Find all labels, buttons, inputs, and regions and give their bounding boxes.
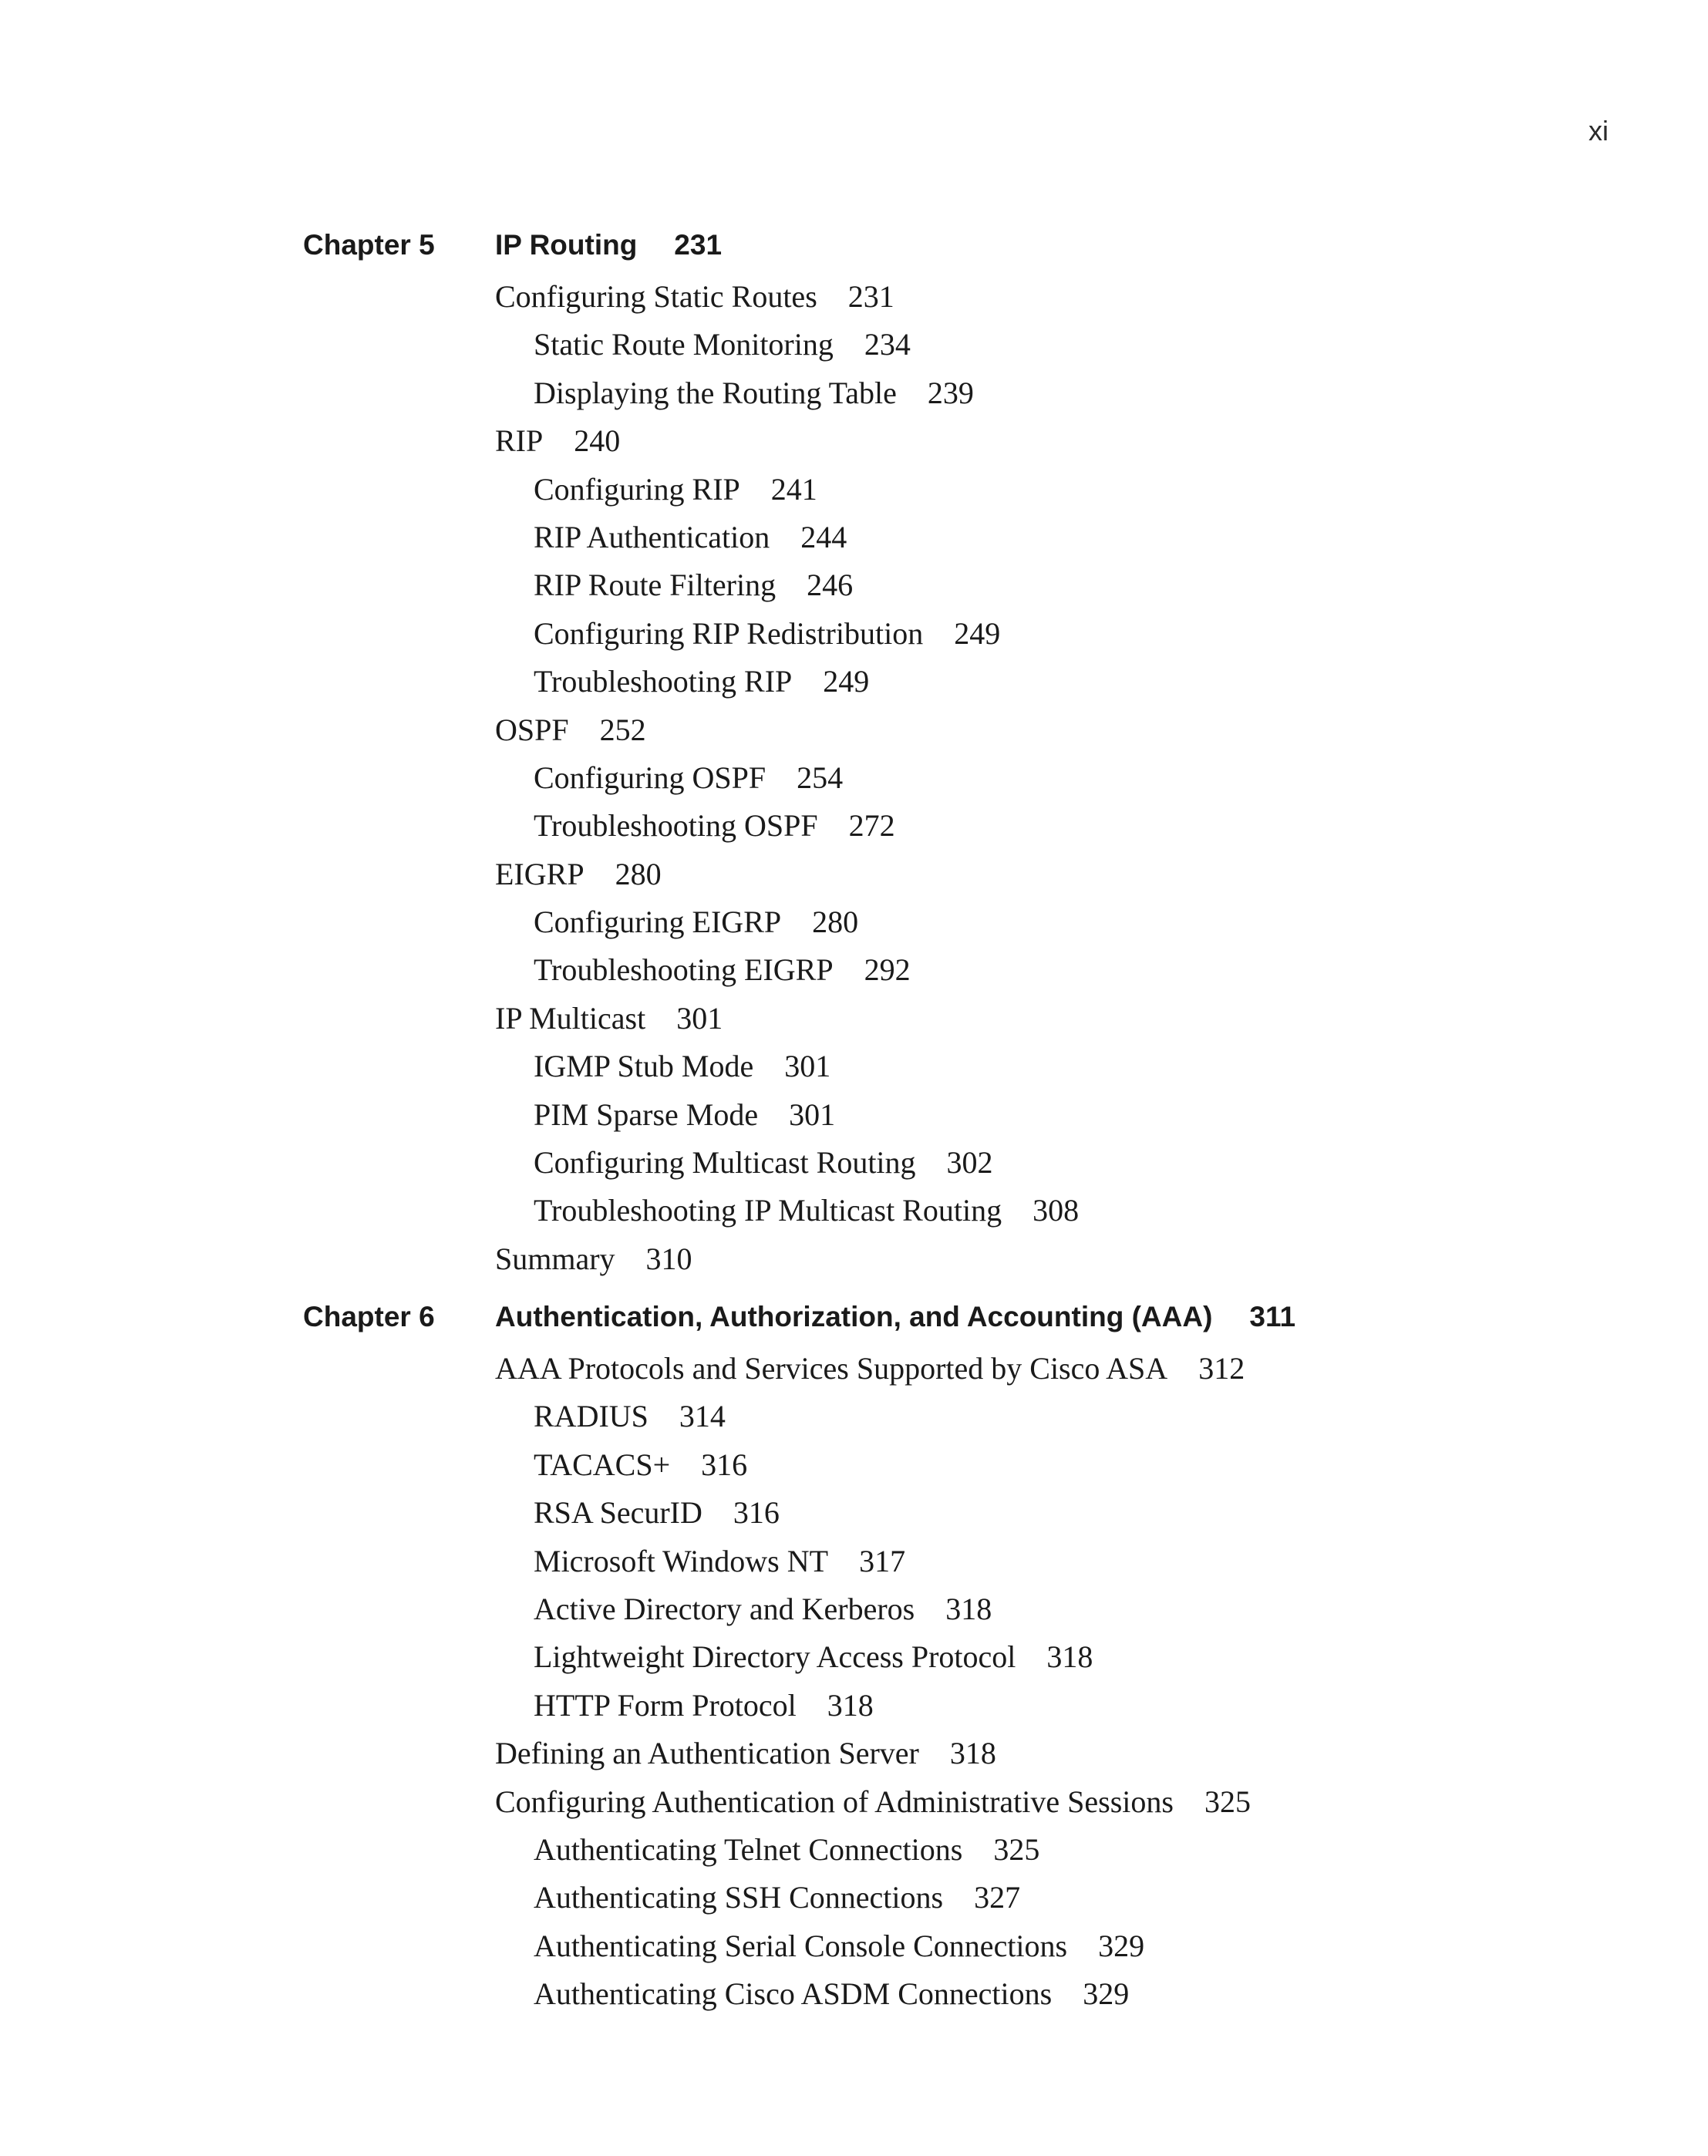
- chapter-title-text: Authentication, Authorization, and Accounting (AAA): [495, 1301, 1213, 1332]
- entry-title: Authenticating Telnet Connections: [534, 1831, 963, 1867]
- toc-entry[interactable]: [495, 561, 1079, 609]
- entry-page: 249: [823, 664, 870, 699]
- entry-page: 316: [733, 1495, 780, 1531]
- entry-title: Authenticating Cisco ASDM Connections: [534, 1976, 1053, 2012]
- entry-page: 316: [701, 1447, 748, 1482]
- entry-title: HTTP Form Protocol: [534, 1687, 797, 1723]
- entry-page: 280: [812, 905, 859, 940]
- entry-page: 249: [954, 615, 1001, 651]
- entry-title: Troubleshooting EIGRP: [534, 952, 834, 988]
- entry-title: RIP: [495, 423, 544, 459]
- toc-entry[interactable]: [495, 1585, 1251, 1633]
- entry-page: 310: [645, 1241, 692, 1276]
- entry-page: 314: [679, 1399, 726, 1434]
- toc-entry[interactable]: [495, 1187, 1079, 1235]
- entry-page: 301: [784, 1049, 831, 1084]
- entry-page: 312: [1198, 1351, 1245, 1386]
- entry-title: RADIUS: [534, 1399, 649, 1434]
- entry-title: RSA SecurID: [534, 1495, 702, 1531]
- entry-title: OSPF: [495, 712, 569, 747]
- toc-entry[interactable]: [495, 706, 1079, 754]
- entry-page: 280: [615, 856, 662, 891]
- chapter-label: Chapter 5: [303, 229, 435, 261]
- toc-entry[interactable]: [495, 851, 1079, 898]
- entry-page: 317: [859, 1543, 906, 1578]
- entry-page: 239: [927, 375, 974, 410]
- chapter-page-number: 231: [674, 229, 723, 261]
- entry-title: Summary: [495, 1241, 615, 1276]
- toc-entry[interactable]: [495, 321, 1079, 369]
- toc-entry[interactable]: [495, 1826, 1251, 1874]
- entry-title: Microsoft Windows NT: [534, 1543, 829, 1578]
- entry-page: 308: [1033, 1193, 1080, 1228]
- toc-entry[interactable]: [495, 1874, 1251, 1922]
- toc-entry[interactable]: [495, 1139, 1079, 1187]
- entry-title: Configuring EIGRP: [534, 905, 782, 940]
- entry-title: Active Directory and Kerberos: [534, 1591, 915, 1626]
- entry-title: RIP Route Filtering: [534, 568, 777, 603]
- toc-entry[interactable]: [495, 1043, 1079, 1090]
- entry-title: Troubleshooting IP Multicast Routing: [534, 1193, 1002, 1228]
- toc-entry[interactable]: [495, 802, 1079, 850]
- chapter-title[interactable]: [495, 1297, 1295, 1337]
- toc-entry[interactable]: [495, 1441, 1251, 1489]
- entry-page: 272: [848, 808, 895, 844]
- toc-entry[interactable]: [495, 1489, 1251, 1537]
- entry-page: 244: [800, 519, 847, 554]
- entry-page: 240: [574, 423, 621, 459]
- chapter-label: Chapter 6: [303, 1301, 435, 1332]
- entry-title: PIM Sparse Mode: [534, 1097, 759, 1132]
- entry-page: 241: [770, 471, 817, 507]
- chapter-page-number: 311: [1249, 1301, 1296, 1332]
- toc-entry[interactable]: [495, 1091, 1079, 1139]
- toc-entry[interactable]: [495, 1235, 1079, 1283]
- toc-entry[interactable]: [495, 754, 1079, 802]
- toc-entry-list: [495, 1345, 1251, 2018]
- toc-entry[interactable]: [495, 1393, 1251, 1440]
- toc-entry[interactable]: [495, 1633, 1251, 1681]
- entry-title: Authenticating SSH Connections: [534, 1880, 944, 1915]
- toc-entry[interactable]: [495, 417, 1079, 465]
- toc-entry[interactable]: [495, 898, 1079, 946]
- chapter-title-text: IP Routing: [495, 229, 638, 261]
- chapter-title[interactable]: [495, 225, 722, 265]
- entry-page: 231: [847, 279, 894, 314]
- entry-page: 234: [864, 327, 911, 362]
- entry-title: IGMP Stub Mode: [534, 1049, 754, 1084]
- toc-entry[interactable]: [495, 1778, 1251, 1826]
- entry-page: 329: [1098, 1928, 1145, 1963]
- entry-page: 318: [1046, 1639, 1093, 1675]
- entry-page: 254: [797, 760, 844, 795]
- entry-page: 318: [827, 1687, 874, 1723]
- entry-page: 246: [807, 568, 854, 603]
- entry-title: Static Route Monitoring: [534, 327, 834, 362]
- entry-page: 329: [1083, 1976, 1130, 2012]
- entry-title: Configuring Multicast Routing: [534, 1145, 916, 1181]
- toc-entry[interactable]: [495, 514, 1079, 561]
- entry-title: Configuring OSPF: [534, 760, 766, 795]
- toc-entry[interactable]: [495, 1730, 1251, 1777]
- toc-entry[interactable]: [495, 1682, 1251, 1730]
- toc-entry[interactable]: [495, 1538, 1251, 1585]
- toc-entry[interactable]: [495, 466, 1079, 514]
- entry-title: Lightweight Directory Access Protocol: [534, 1639, 1016, 1675]
- entry-title: TACACS+: [534, 1447, 671, 1482]
- entry-title: Troubleshooting RIP: [534, 664, 793, 699]
- toc-entry[interactable]: [495, 610, 1079, 658]
- entry-page: 318: [949, 1736, 996, 1771]
- entry-page: 325: [1204, 1784, 1251, 1819]
- toc-entry[interactable]: [495, 995, 1079, 1043]
- entry-title: AAA Protocols and Services Supported by Cisco ASA: [495, 1351, 1168, 1386]
- entry-page: 325: [993, 1831, 1040, 1867]
- entry-page: 327: [974, 1880, 1021, 1915]
- entry-title: Defining an Authentication Server: [495, 1736, 919, 1771]
- entry-page: 318: [945, 1591, 992, 1626]
- entry-title: Configuring RIP Redistribution: [534, 615, 924, 651]
- entry-title: RIP Authentication: [534, 519, 770, 554]
- toc-entry[interactable]: [495, 1922, 1251, 1970]
- entry-title: Displaying the Routing Table: [534, 375, 897, 410]
- toc-entry[interactable]: [495, 369, 1079, 417]
- toc-entry[interactable]: [495, 273, 1079, 321]
- toc-entry[interactable]: [495, 1970, 1251, 2018]
- entry-title: Configuring Authentication of Administrative Sessions: [495, 1784, 1174, 1819]
- toc-entry[interactable]: [495, 946, 1079, 994]
- toc-entry[interactable]: [495, 658, 1079, 706]
- entry-page: 292: [864, 952, 911, 988]
- entry-title: Authenticating Serial Console Connections: [534, 1928, 1068, 1963]
- entry-page: 301: [789, 1097, 836, 1132]
- entry-title: Configuring Static Routes: [495, 279, 817, 314]
- entry-page: 302: [946, 1145, 993, 1181]
- toc-entry[interactable]: [495, 1345, 1251, 1393]
- page-number: xi: [1588, 115, 1609, 147]
- entry-page: 301: [676, 1000, 723, 1036]
- entry-page: 252: [599, 712, 646, 747]
- entry-title: EIGRP: [495, 856, 584, 891]
- entry-title: Troubleshooting OSPF: [534, 808, 818, 844]
- toc-entry-list: [495, 273, 1079, 1283]
- entry-title: IP Multicast: [495, 1000, 646, 1036]
- entry-title: Configuring RIP: [534, 471, 740, 507]
